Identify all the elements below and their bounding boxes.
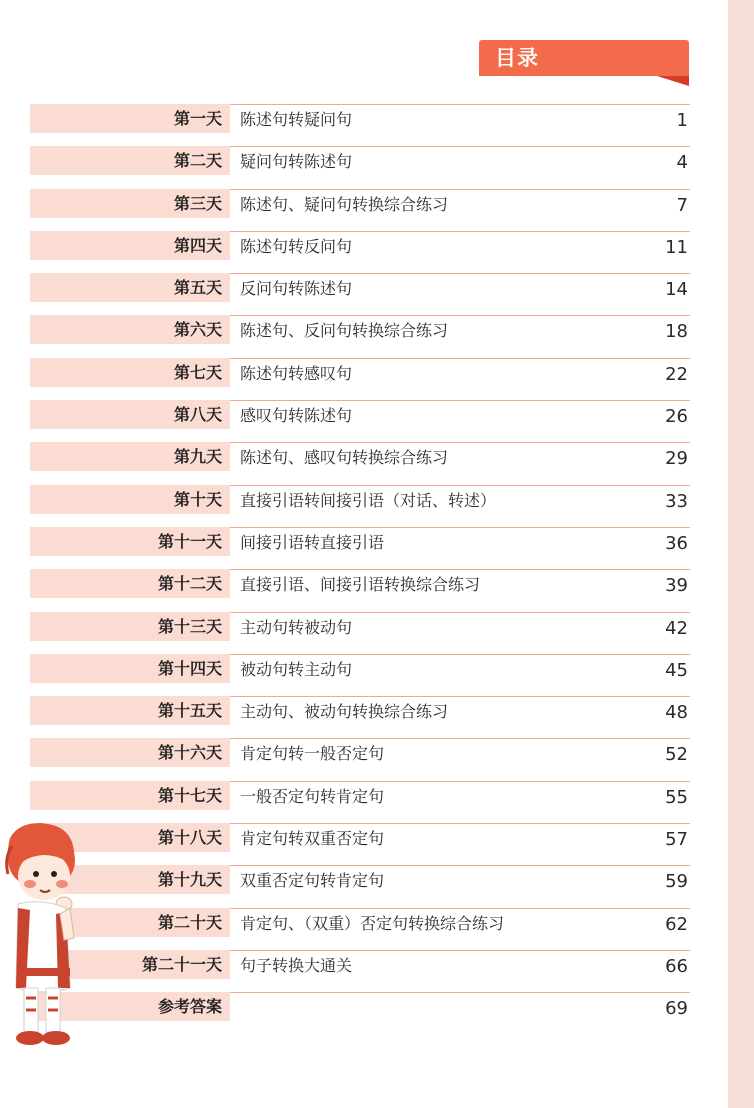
day-label: 第二十一天 — [141, 954, 222, 974]
day-label: 第十七天 — [157, 785, 222, 805]
day-label: 第二天 — [173, 151, 222, 171]
page-number: 11 — [665, 236, 688, 258]
chapter-title: 陈述句、感叹句转换综合练习 — [240, 448, 449, 468]
toc-row[interactable] — [30, 696, 690, 738]
toc-row[interactable] — [30, 231, 690, 273]
day-label: 第三天 — [173, 193, 222, 213]
toc-row[interactable] — [30, 992, 690, 1034]
day-cell — [30, 442, 230, 471]
page-number: 4 — [676, 152, 688, 174]
page-number: 7 — [676, 194, 688, 216]
chapter-title: 陈述句、疑问句转换综合练习 — [240, 194, 449, 214]
chapter-title: 陈述句转疑问句 — [240, 110, 353, 129]
toc-row[interactable] — [30, 400, 690, 442]
day-label: 第十五天 — [157, 701, 222, 721]
toc-row[interactable] — [30, 612, 690, 654]
day-cell — [30, 527, 230, 556]
day-label: 第十四天 — [157, 658, 222, 678]
day-label: 第九天 — [173, 447, 222, 467]
day-label: 第四天 — [173, 235, 222, 255]
day-cell — [30, 273, 230, 302]
day-label: 第一天 — [173, 109, 222, 128]
day-label: 第十一天 — [157, 531, 222, 551]
day-label: 第二十天 — [157, 912, 222, 932]
chapter-title: 反问句转陈述句 — [240, 279, 353, 299]
toc-row[interactable] — [30, 273, 690, 315]
toc-row[interactable] — [30, 358, 690, 400]
day-cell — [30, 654, 230, 683]
page-number: 62 — [665, 913, 688, 935]
day-label: 第七天 — [173, 362, 222, 382]
toc-row[interactable] — [30, 950, 690, 992]
day-cell — [30, 781, 230, 810]
page-number: 59 — [665, 871, 688, 893]
day-cell — [30, 400, 230, 429]
chapter-title: 直接引语、间接引语转换综合练习 — [240, 575, 481, 595]
toc-row[interactable] — [30, 104, 690, 146]
toc-row[interactable] — [30, 569, 690, 611]
chapter-title: 陈述句、反问句转换综合练习 — [240, 321, 449, 341]
chapter-title: 一般否定句转肯定句 — [240, 786, 385, 806]
day-cell — [30, 104, 230, 133]
day-cell — [30, 231, 230, 260]
chapter-title: 双重否定句转肯定句 — [240, 871, 385, 891]
page-number: 42 — [665, 617, 688, 639]
side-strip — [728, 0, 754, 1108]
page-number: 57 — [665, 829, 688, 851]
day-label: 第十六天 — [157, 743, 222, 763]
day-label: 第十二天 — [157, 574, 222, 594]
chapter-title: 被动句转主动句 — [240, 659, 353, 679]
chapter-title: 直接引语转间接引语（对话、转述） — [240, 490, 497, 510]
day-label: 第十九天 — [157, 870, 222, 890]
chapter-title: 肯定句转一般否定句 — [240, 744, 385, 764]
toc-row[interactable] — [30, 189, 690, 231]
page-number: 36 — [665, 532, 688, 554]
chapter-title: 肯定句、（双重）否定句转换综合练习 — [240, 913, 505, 933]
toc-row[interactable] — [30, 146, 690, 188]
page-number: 33 — [665, 490, 688, 512]
page-number: 45 — [665, 659, 688, 681]
day-cell — [30, 189, 230, 218]
cartoon-girl-illustration — [0, 818, 90, 1058]
toc-row[interactable] — [30, 485, 690, 527]
chapter-title: 疑问句转陈述句 — [240, 152, 353, 172]
table-of-contents — [30, 104, 690, 1035]
chapter-title: 主动句、被动句转换综合练习 — [240, 702, 449, 722]
toc-row[interactable] — [30, 654, 690, 696]
day-cell — [30, 569, 230, 598]
page-number: 18 — [665, 321, 688, 343]
day-cell — [30, 146, 230, 175]
chapter-title: 肯定句转双重否定句 — [240, 829, 385, 849]
day-label: 第五天 — [173, 278, 222, 298]
page-number: 26 — [665, 406, 688, 428]
page-number: 14 — [665, 279, 688, 301]
chapter-title: 陈述句转反问句 — [240, 236, 353, 256]
chapter-title: 主动句转被动句 — [240, 617, 353, 637]
day-cell — [30, 612, 230, 641]
page-number: 52 — [665, 744, 688, 766]
day-label: 参考答案 — [157, 997, 222, 1017]
page-number: 69 — [665, 998, 688, 1020]
chapter-title: 间接引语转直接引语 — [240, 532, 385, 552]
page-number: 22 — [665, 363, 688, 385]
chapter-title: 感叹句转陈述句 — [240, 406, 353, 426]
day-label: 第六天 — [173, 320, 222, 340]
day-label: 第十八天 — [157, 828, 222, 848]
day-cell — [30, 696, 230, 725]
toc-row[interactable] — [30, 527, 690, 569]
day-cell — [30, 358, 230, 387]
banner-fold — [657, 76, 689, 86]
day-cell — [30, 738, 230, 767]
page-number: 39 — [665, 575, 688, 597]
toc-row[interactable] — [30, 865, 690, 907]
day-label: 第十天 — [173, 489, 222, 509]
page-number: 66 — [665, 955, 688, 977]
toc-row[interactable] — [30, 442, 690, 484]
toc-row[interactable] — [30, 315, 690, 357]
toc-title-banner — [479, 40, 689, 76]
toc-row[interactable] — [30, 738, 690, 780]
row-rule — [230, 992, 690, 993]
page-number: 55 — [665, 786, 688, 808]
day-cell — [30, 485, 230, 514]
page-title: 目录 — [495, 46, 539, 70]
day-label: 第八天 — [173, 405, 222, 425]
day-label: 第十三天 — [157, 616, 222, 636]
toc-row[interactable] — [30, 823, 690, 865]
chapter-title: 陈述句转感叹句 — [240, 363, 353, 383]
page-number: 48 — [665, 702, 688, 724]
day-cell — [30, 315, 230, 344]
toc-row[interactable] — [30, 908, 690, 950]
page-number: 1 — [676, 110, 688, 131]
chapter-title: 句子转换大通关 — [240, 955, 353, 975]
page-number: 29 — [665, 448, 688, 470]
toc-row[interactable] — [30, 781, 690, 823]
